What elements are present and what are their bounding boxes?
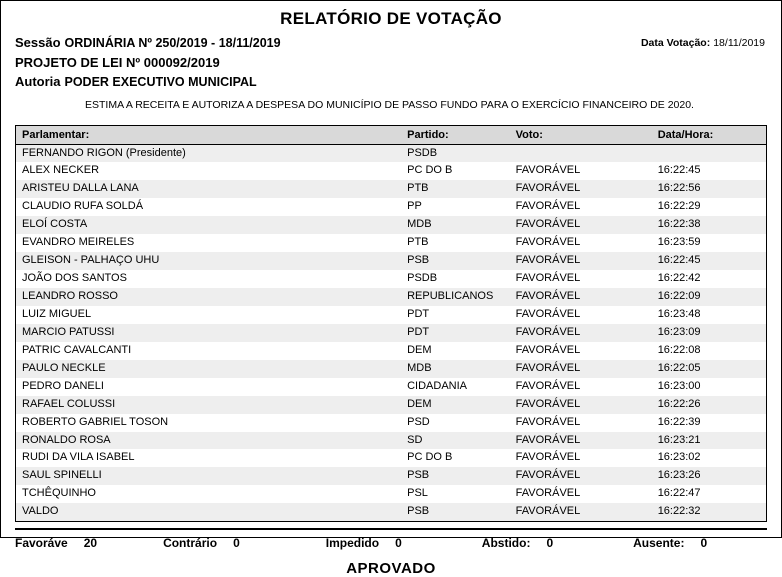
table-row [16, 378, 766, 396]
cell-voto: FAVORÁVEL [515, 272, 581, 285]
table-header-row [16, 126, 766, 145]
cell-voto: FAVORÁVEL [515, 469, 581, 482]
cell-datahora: 16:22:29 [657, 200, 701, 213]
cell-parlamentar: ARISTEU DALLA LANA [22, 182, 139, 195]
cell-partido: PTB [407, 236, 429, 249]
table-row [16, 198, 766, 216]
table-row [16, 432, 766, 450]
session-label: Sessão [15, 35, 61, 50]
table-row [16, 360, 766, 378]
table-row [16, 252, 766, 270]
cell-partido: PDT [407, 325, 430, 338]
cell-datahora: 16:23:09 [657, 325, 701, 338]
cell-voto: FAVORÁVEL [515, 164, 581, 177]
total-label: Favoráve [15, 536, 68, 551]
total-value: 0 [700, 536, 708, 551]
cell-parlamentar: PAULO NECKLE [22, 361, 106, 374]
table-row [16, 234, 766, 252]
cell-voto: FAVORÁVEL [515, 451, 581, 464]
cell-parlamentar: ELOÍ COSTA [22, 218, 88, 231]
spacer [553, 536, 633, 550]
project-line [15, 55, 767, 72]
author-value: PODER EXECUTIVO MUNICIPAL [64, 75, 257, 90]
total-item [482, 536, 553, 550]
cell-partido: DEM [407, 397, 432, 410]
table-row [16, 414, 766, 432]
table-row [16, 503, 766, 521]
cell-parlamentar: GLEISON - PALHAÇO UHU [22, 254, 160, 267]
total-item [163, 536, 240, 550]
author-label: Autoria [15, 74, 61, 90]
cell-datahora: 16:23:26 [657, 469, 701, 482]
total-label: Ausente: [633, 536, 685, 551]
cell-partido: REPUBLICANOS [407, 290, 494, 303]
total-value: 0 [233, 536, 240, 551]
cell-parlamentar: CLAUDIO RUFA SOLDÁ [22, 200, 144, 213]
cell-partido: PSB [407, 469, 430, 482]
cell-voto: FAVORÁVEL [515, 325, 581, 338]
cell-voto: FAVORÁVEL [515, 343, 581, 356]
cell-voto: FAVORÁVEL [515, 254, 581, 267]
cell-partido: DEM [407, 343, 432, 356]
spacer [240, 536, 326, 550]
cell-parlamentar: ALEX NECKER [22, 164, 100, 177]
total-label: Impedido [325, 536, 380, 551]
cell-partido: MDB [407, 361, 432, 374]
table-row [16, 144, 766, 162]
voting-date-label: Data Votação: [640, 37, 711, 49]
session-value: ORDINÁRIA Nº 250/2019 - 18/11/2019 [64, 36, 281, 50]
cell-datahora: 16:22:26 [657, 397, 701, 410]
total-value: 0 [395, 536, 402, 551]
cell-partido: PP [407, 200, 422, 213]
cell-parlamentar: ROBERTO GABRIEL TOSON [22, 415, 169, 428]
cell-voto: FAVORÁVEL [515, 415, 581, 428]
cell-partido: MDB [407, 218, 432, 231]
project-summary: ESTIMA A RECEITA E AUTORIZA A DESPESA DO MUNICÍPIO DE PASSO FUNDO PARA O EXERCÍCIO FINANCEIRO DE 2020. [85, 98, 694, 111]
cell-datahora: 16:22:42 [657, 272, 701, 285]
project-label: PROJETO DE LEI Nº 000092/2019 [15, 54, 220, 70]
total-label: Abstido: [481, 536, 531, 551]
report-header [15, 35, 767, 91]
page-title: RELATÓRIO DE VOTAÇÃO [280, 9, 502, 28]
cell-voto: FAVORÁVEL [515, 236, 581, 249]
voting-date-value: 18/11/2019 [713, 37, 765, 49]
total-label: Contrário [163, 536, 218, 551]
table-row [16, 162, 766, 180]
cell-datahora: 16:22:38 [657, 218, 701, 231]
cell-datahora [652, 144, 766, 162]
cell-parlamentar: LEANDRO ROSSO [22, 290, 118, 303]
votes-table-body [16, 144, 766, 521]
spacer [402, 536, 482, 550]
table-row [16, 324, 766, 342]
cell-partido: PSD [407, 415, 430, 428]
cell-parlamentar: RUDI DA VILA ISABEL [22, 451, 135, 464]
cell-voto: FAVORÁVEL [515, 218, 581, 231]
cell-datahora: 16:22:47 [657, 487, 701, 500]
table-row [16, 216, 766, 234]
table-row [16, 270, 766, 288]
total-item [15, 536, 97, 550]
column-header-datahora: Data/Hora: [652, 126, 766, 145]
cell-partido: PSB [407, 254, 430, 267]
cell-datahora: 16:23:02 [657, 451, 701, 464]
cell-datahora: 16:22:09 [657, 290, 701, 303]
cell-parlamentar: JOÃO DOS SANTOS [22, 272, 127, 285]
cell-datahora: 16:23:59 [657, 236, 701, 249]
column-header-voto: Voto: [510, 126, 652, 145]
cell-partido: PSDB [407, 146, 438, 159]
cell-parlamentar: MARCIO PATUSSI [22, 325, 115, 338]
column-header-parlamentar: Parlamentar: [16, 126, 401, 145]
cell-parlamentar: EVANDRO MEIRELES [22, 236, 135, 249]
totals-row [15, 528, 767, 550]
cell-partido: PTB [407, 182, 429, 195]
cell-datahora: 16:22:45 [657, 254, 701, 267]
cell-voto [510, 144, 652, 162]
table-row [16, 288, 766, 306]
table-row [16, 485, 766, 503]
total-item [326, 536, 402, 550]
total-value: 20 [83, 536, 98, 551]
cell-datahora: 16:23:21 [657, 433, 701, 446]
cell-datahora: 16:22:45 [657, 164, 701, 177]
cell-voto: FAVORÁVEL [515, 487, 581, 500]
total-value: 0 [546, 536, 554, 551]
cell-voto: FAVORÁVEL [515, 182, 581, 195]
table-row [16, 342, 766, 360]
table-row [16, 396, 766, 414]
author-line [15, 74, 767, 91]
cell-parlamentar: RONALDO ROSA [22, 433, 111, 446]
cell-datahora: 16:23:48 [657, 307, 701, 320]
cell-partido: CIDADANIA [407, 379, 468, 392]
table-row [16, 180, 766, 198]
cell-voto: FAVORÁVEL [515, 361, 581, 374]
table-row [16, 467, 766, 485]
cell-voto: FAVORÁVEL [515, 397, 581, 410]
cell-voto: FAVORÁVEL [515, 505, 581, 518]
votes-table-head [16, 126, 766, 145]
cell-parlamentar: TCHÊQUINHO [22, 487, 96, 500]
total-item [633, 536, 707, 550]
cell-datahora: 16:22:08 [657, 343, 701, 356]
cell-partido: PSDB [407, 272, 438, 285]
cell-partido: PSL [407, 487, 428, 500]
cell-voto: FAVORÁVEL [515, 307, 581, 320]
cell-partido: PSB [407, 505, 430, 518]
cell-datahora: 16:23:00 [657, 379, 701, 392]
table-row [16, 449, 766, 467]
voting-date [641, 37, 765, 49]
cell-parlamentar: VALDO [22, 505, 59, 518]
votes-table [16, 126, 766, 522]
cell-partido: PC DO B [407, 451, 453, 464]
cell-parlamentar: SAUL SPINELLI [22, 469, 102, 482]
cell-voto: FAVORÁVEL [515, 433, 581, 446]
cell-partido: PC DO B [407, 164, 453, 177]
voting-result: APROVADO [346, 560, 436, 577]
cell-partido: SD [407, 433, 423, 446]
table-row [16, 306, 766, 324]
cell-parlamentar: PEDRO DANELI [22, 379, 104, 392]
votes-table-container [15, 125, 767, 523]
spacer [97, 536, 163, 550]
cell-partido: PDT [407, 307, 430, 320]
column-header-partido: Partido: [401, 126, 510, 145]
cell-voto: FAVORÁVEL [515, 200, 581, 213]
cell-parlamentar: PATRIC CAVALCANTI [22, 343, 132, 356]
cell-voto: FAVORÁVEL [515, 290, 581, 303]
cell-parlamentar: LUIZ MIGUEL [22, 307, 92, 320]
cell-datahora: 16:22:32 [657, 505, 701, 518]
cell-parlamentar: FERNANDO RIGON (Presidente) [22, 146, 186, 159]
cell-datahora: 16:22:05 [657, 361, 701, 374]
cell-parlamentar: RAFAEL COLUSSI [22, 397, 116, 410]
cell-voto: FAVORÁVEL [515, 379, 581, 392]
cell-datahora: 16:22:56 [657, 182, 701, 195]
cell-datahora: 16:22:39 [657, 415, 701, 428]
